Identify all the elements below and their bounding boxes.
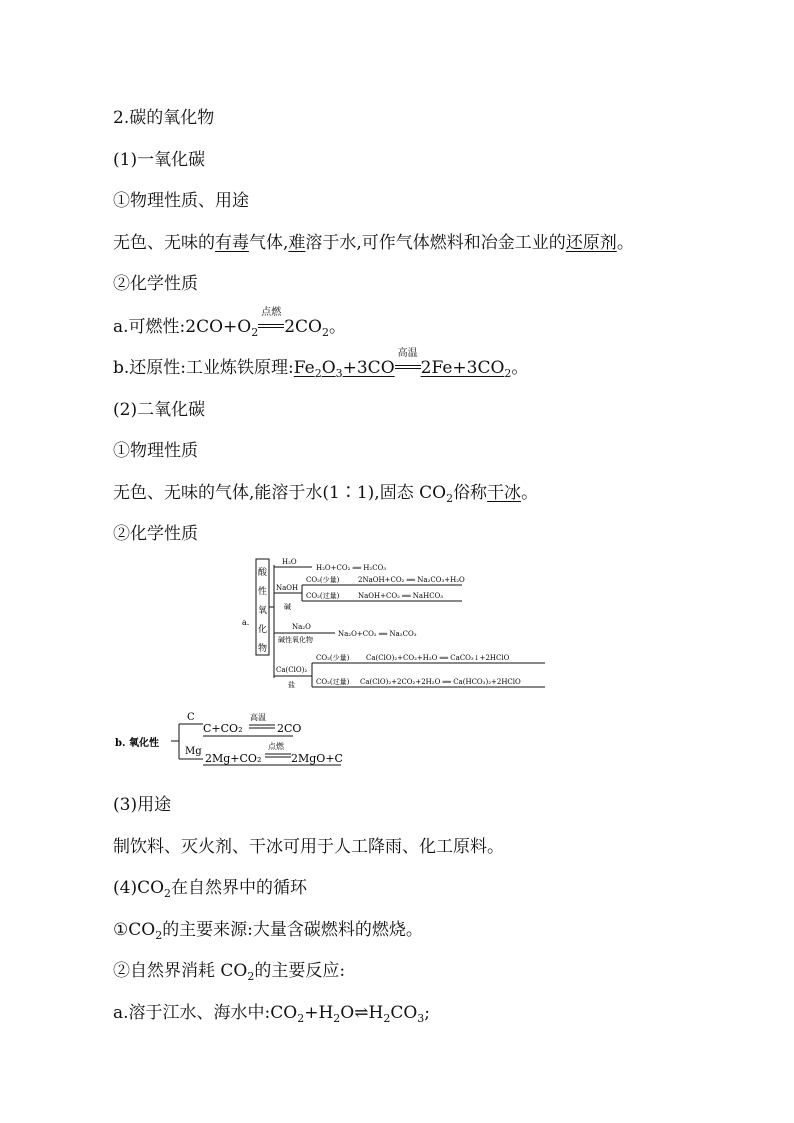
cycle-reaction-a	[113, 1003, 430, 1023]
mg-label: Mg	[185, 746, 202, 757]
text-part: ②自然界消耗 CO	[113, 961, 248, 981]
mg-equation-rhs: 2MgO+C	[291, 752, 343, 765]
ironmaking-equation	[293, 348, 512, 380]
co-combustion-line	[113, 307, 346, 339]
section-title: 2.碳的氧化物	[113, 108, 215, 128]
h2o-label: H₂O	[282, 558, 297, 566]
box-char: 化	[258, 625, 268, 635]
eq-part: 。	[511, 358, 529, 378]
co-chem-heading: ②化学性质	[113, 274, 198, 294]
co2-heading: (2)二氧化碳	[113, 400, 206, 420]
carbon-label: C	[187, 712, 195, 723]
co-phys-text	[113, 233, 634, 253]
co-phys-heading: ①物理性质、用途	[113, 191, 249, 211]
base-label: 碱	[284, 603, 291, 611]
co2-less-label: CO₂(少量)	[306, 576, 340, 584]
reaction-condition	[258, 307, 284, 337]
carbon-condition: 高温	[250, 713, 266, 722]
text-part: 。	[521, 483, 539, 503]
text-part: 无色、无味的气体,能溶于水(1∶1),固态 CO	[113, 483, 447, 503]
diagram-a-label: a.	[242, 618, 250, 627]
subscript: 2	[251, 326, 259, 339]
text-part: ①CO	[113, 920, 156, 940]
cycle-consumption	[113, 961, 345, 981]
reaction-condition	[395, 348, 421, 378]
cycle-heading	[113, 878, 307, 898]
carbon-equation-lhs: C+CO₂	[203, 722, 243, 735]
use-text: 制饮料、灭火剂、干冰可用于人工降雨、化工原料。	[113, 837, 504, 857]
ca-equation-1: Ca(ClO)₂+CO₂+H₂O ══ CaCO₃↓+2HClO	[366, 654, 510, 662]
text-part: ;	[424, 1003, 430, 1023]
text-part: O	[340, 1003, 355, 1023]
label: a.可燃性:	[113, 317, 186, 337]
co-heading: (1)一氧化碳	[113, 150, 206, 170]
underlined-answer: 干冰	[487, 483, 522, 503]
naoh-equation-2: NaOH+CO₂ ══ NaHCO₃	[358, 592, 444, 600]
text-part: a.溶于江水、海水中:CO	[113, 1003, 298, 1023]
use-heading: (3)用途	[113, 795, 172, 815]
co2-phys-heading: ①物理性质	[113, 441, 198, 461]
equals-bar	[258, 324, 284, 328]
underlined-answer: 还原剂	[565, 233, 617, 253]
text-part: 气体,	[249, 233, 289, 253]
box-char: 氧	[258, 606, 268, 616]
reversible-arrow: ⇌	[354, 1003, 369, 1023]
subscript: 2	[247, 970, 255, 983]
eq-part: 2CO	[284, 317, 322, 337]
subscript: 2	[504, 367, 512, 380]
text-part: 的主要反应:	[254, 961, 346, 981]
ca-equation-2: Ca(ClO)₂+2CO₂+2H₂O ══ Ca(HCO₃)₂+2HClO	[360, 678, 521, 686]
text-part: 溶于水,可作气体燃料和冶金工业的	[305, 233, 566, 253]
condition-text: 高温	[397, 348, 418, 359]
cycle-source	[113, 920, 423, 940]
oxidizing-diagram	[113, 708, 373, 770]
na2o-label: Na₂O	[292, 623, 311, 631]
underlined-answer: 有毒	[215, 233, 249, 253]
eq-part: +3CO	[342, 358, 395, 378]
subscript: 3	[417, 1012, 425, 1025]
eq-part: Fe	[293, 358, 315, 378]
subscript: 2	[297, 1012, 305, 1025]
text-part: (4)CO	[113, 878, 165, 898]
eq-part: 2Fe+3CO	[420, 358, 505, 378]
salt-label: 盐	[288, 681, 295, 689]
eq-part: 2CO+O	[185, 317, 252, 337]
label: b.还原性:工业炼铁原理:	[113, 358, 294, 378]
equals-bar	[395, 365, 421, 369]
subscript: 2	[333, 1012, 341, 1025]
text-part: CO	[390, 1003, 418, 1023]
text-part: 的主要来源:大量含碳燃料的燃烧。	[162, 920, 423, 940]
ca-co2-more-label: CO₂(过量)	[316, 678, 350, 686]
caclo-label: Ca(ClO)₂	[276, 666, 308, 674]
box-char: 酸	[258, 568, 268, 578]
h2o-equation: H₂O+CO₂ ══ H₂CO₃	[316, 564, 387, 572]
co2-phys-text	[113, 483, 538, 503]
text-part: 。	[616, 233, 634, 253]
condition-text: 点燃	[261, 307, 282, 318]
text-part: 俗称	[453, 483, 488, 503]
text-part: 无色、无味的	[113, 233, 215, 253]
text-part: H	[368, 1003, 384, 1023]
subscript: 2	[446, 492, 454, 505]
naoh-equation-1: 2NaOH+CO₂ ══ Na₂CO₃+H₂O	[358, 576, 465, 584]
subscript: 2	[155, 929, 163, 942]
box-char: 性	[258, 587, 268, 597]
subscript: 2	[314, 367, 322, 380]
mg-condition: 点燃	[268, 742, 284, 751]
co-reduction-line	[113, 348, 529, 380]
subscript: 3	[335, 367, 343, 380]
eq-part: O	[321, 358, 336, 378]
co2-more-label: CO₂(过量)	[306, 592, 340, 600]
eq-part: 。	[329, 317, 346, 337]
na2o-equation: Na₂O+CO₂ ══ Na₂CO₃	[338, 630, 417, 638]
co2-chem-heading: ②化学性质	[113, 524, 198, 544]
text-part: +H	[304, 1003, 334, 1023]
mg-equation-lhs: 2Mg+CO₂	[205, 752, 262, 765]
subscript: 2	[164, 887, 172, 900]
subscript: 2	[383, 1012, 391, 1025]
subscript: 2	[322, 326, 329, 339]
box-char: 物	[258, 644, 268, 654]
acidic-oxide-diagram	[240, 553, 560, 698]
ca-co2-less-label: CO₂(少量)	[316, 654, 350, 662]
diagram-b-label: b. 氧化性	[115, 738, 159, 749]
underlined-answer: 难	[288, 233, 306, 253]
basic-oxide-label: 碱性氧化物	[278, 636, 313, 644]
naoh-label: NaOH	[276, 584, 299, 592]
text-part: 在自然界中的循环	[171, 878, 308, 898]
carbon-equation-rhs: 2CO	[277, 722, 302, 735]
